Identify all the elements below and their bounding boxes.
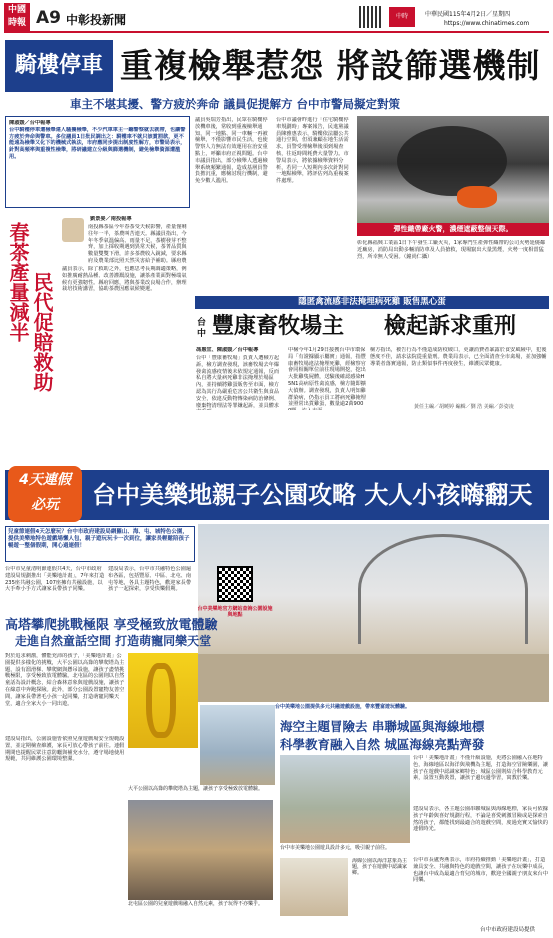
subheadline: 高塔攀爬挑戰極限 享受極致放電體驗 — [5, 618, 218, 633]
article-headline: 檢起訴求重刑 — [384, 314, 517, 339]
vertical-headline: 春茶產量減半 — [6, 222, 30, 342]
tower-photo — [200, 705, 275, 785]
qr-code-icon[interactable] — [217, 566, 253, 602]
article-headline: 豐康畜牧場主 — [212, 314, 345, 339]
article-body: 對於追求刺激，體能充沛的孩子，「美樂地計畫」公園提供多樣化的挑戰，大平公園以高聳的攀爬塔為主題，設有溜滑梯、攀爬網與懸吊設施，讓孩子盡情挑戰極限，享受極致放電體驗。北屯區的公園則以自然童話為設計概念，結合森林意象與遊戲設施，讓孩子在綠意中奔跑探險。此外，部分公園設置寵物友善空間，讓家長帶著毛小孩一起同樂，打造萌寵同樂天堂，適合全家大小一同出遊。 — [5, 653, 125, 707]
photo-credit: 台中市政府建設局提供 — [480, 927, 536, 933]
article-body: 建設局指出，公園設施皆依照兒童遊戲場安全規範設置，並定期檢查維護，家長可放心帶孩子前往。連假期間也提醒民眾注意防曬與補充水分，遵守場地使用規範，共同維護公園環境整潔。 — [5, 736, 125, 763]
photo-caption: 海線公園以海洋意象為主題，孩子在遊戲中認識家鄉。 — [352, 858, 408, 876]
qr-caption: 台中美樂地官方網站查詢公園設施與地點 — [197, 606, 273, 618]
article-body: 台中市長盧秀燕表示，市府持續推動「美樂地計畫」，打造兼具安全、共融與特色的遊戲空間，讓孩子在玩樂中成長，也讓台中成為最適合育兒的城市，歡迎全國親子朋友來台中同樂。 — [413, 857, 548, 884]
article-body: 台中「豐康畜牧場」負責人遭檢方起訴，檢方調查發現，該畜牧場去年爆發禽流感疫情後未依規定通報，反而私自將大量病死雞非法掩埋於場區內，並持續將雞蛋販售至市面，檢方認為其行為嚴重危害公共衛生與食品安全，依違反動物傳染病防治條例、廢棄物清理法等罪嫌起訴，並具體求 — [196, 355, 280, 409]
vertical-headline: 民代促賠救助 — [30, 272, 54, 392]
subheadline-secondary: 科學教育融入自然 城區海線亮點齊發 — [280, 737, 485, 752]
article-body: 南投縣茶區今年春茶受天候影響，產量僅剩往年一半，茶農叫苦連天。縣議員指出，今年冬季氣溫偏高、雨量不足，茶樹發芽不整齊，加上採收期遇到異常天候，茶菁品質與數量雙雙下滑，許多茶農收入銳減，要求縣府及農業部比照天然災害給予補助。縣府農 — [88, 224, 187, 264]
subheadline: 海空主題冒險去 串聯城區與海線地標 — [280, 719, 485, 734]
section-title: 中彰投新聞 — [66, 13, 127, 27]
article-body: 建設局表示，台中市共融特色公園遍布各區，包括豐原、中區、北屯、南屯等地，各具主題特色，歡迎家長帶孩子一起探索，享受快樂假期。 — [108, 566, 192, 593]
feature-headline: 台中美樂地親子公園攻略 大人小孩嗨翻天 — [92, 481, 533, 509]
fire-flame — [457, 186, 497, 208]
photo-caption: 大平公園以高聳的攀爬塔為主題，讓孩子享受極致放電體驗。 — [128, 786, 264, 792]
photo-story-text: 彰化縣福興工業區1日下午發生工廠火災，1家專門生產彈性織帶的公司火勢延燒鄰近廠房，消防局出動多輛消防車及人員搶救，現場竄出大量黑煙，火勢一度相當猛烈，所幸無人受困。（鐘尚仁攝） — [357, 240, 546, 260]
edit-credit: 黃任主編／胡曉婷 編輯／劉 浩 美編／彭姿凌 — [414, 404, 514, 410]
article-body: 台中市兒童清明節連假共4天，台中市政府建設局規劃推出「美樂地計畫」，7年來打造235座共融公園，107座擁有共融設施，以大手牽小手方式讓家長帶孩子同樂。 — [5, 566, 105, 593]
lead-text: 台中騎樓停車遭檢舉違人騷擾檢舉，不少汽車車主一聽警察就去就帶，也讓警方疲於奔命與警車。多位議員1日批民調出之：騎樓車不就只該賞罰款，更不能遠為檢舉又化下的機械式執法，市府應同步提出制度性解方，市警局表示，針對高頻率與重複性檢舉，將研議建立分級與篩選機制，避免檢舉資源遭濫用。 — [9, 126, 186, 160]
article-body: 議員吳瑞芳指出，民眾在騎樓停放機車後，常收到重複檢舉通知，同一地點、同一車輛一再被檢舉，不僅影響市民生活，也使警察人力無法有效運用在治安重點上，呼籲市府正視問題。台中市議員指出，部分檢舉人透過檢舉系統頻繁通報，造成基層員警負擔沉重，應檢討現行機制，避免少數人濫用。 — [195, 117, 268, 185]
holiday-badge: 4天連假 必玩 — [8, 466, 82, 522]
lead-byline: 陳淑媛／台中報導 — [9, 120, 51, 126]
byline: 馮惠宜、陳淑媛／台中報導 — [196, 347, 259, 353]
article-body: 建設局表示，各主題公園串聯城區與海線地標，家長可依據孩子年齡與喜好規劃行程，不論是喜愛刺激冒險或是探索自然的孩子，都能找到最適合的遊戲空間，度過充實又愉快的連假時光。 — [413, 806, 548, 833]
masthead — [4, 3, 549, 33]
article-kicker: 騎樓停車 — [5, 40, 113, 92]
article-headline: 重複檢舉惹怨 將設篩選機制 — [120, 46, 541, 85]
net-structure — [358, 534, 528, 644]
page-number: A9 — [36, 8, 61, 28]
smoke-cloud — [397, 126, 507, 196]
headline-prefix: 台中 — [197, 318, 207, 339]
article-body: 台中「美樂地計畫」不僅升級設施，更將公園融入在地特色，海線地區以海洋與飛機為主題，打造海空冒險樂園，讓孩子在遊戲中認識家鄉特色；城區公園則結合科學教育元素，設置互動裝置，讓孩子邊玩邊學習，寓教於樂。 — [413, 755, 548, 782]
subheadline-secondary: 走進自然童話空間 打造萌寵同樂天堂 — [15, 634, 212, 648]
article-body: 中檢今年1月29日接獲台中市環保局「有證據顯示屬實」通報，指豐康畜牧場違法掩埋死雞，經檢察官會同相關單位前往現場開挖，挖出大批雞隻屍體，送驗後確認感染H5N1高病原性禽流感，檢方隨即擴大偵辦。調查發現，負責人明知雞群染病，仍指示員工將病死雞掩埋並照常出貨雞蛋，數量逾2萬900 — [288, 347, 366, 408]
feature-intro: 兒童節連假4天怎麼玩？台中市政府建設局網羅山、海、屯、城特色公園，提供美樂地特色遊戲場懶人包，親子遊玩玩卡一次到位，讓家長輕鬆陪孩子暢遊一整個假期，開心過連假！ — [5, 526, 195, 562]
photo-caption: 台中美樂地公園提供多元共融遊戲設施，帶來豐富遊玩體驗。 — [275, 704, 411, 710]
article-body: 議員表示，除了救助之外，也應思考長期調適策略，例如推廣耐熱品種、改善灌溉設施，讓茶產業面對極端氣候有更強韌性。縣府回應，將與茶業改良場合作，辦理栽培技術講習，協助茶農因應氣候變遷。 — [62, 266, 187, 293]
byline: 劉景晏／南投報導 — [90, 216, 132, 222]
article-body: 台中市議會昨進行「住宅騎樓停車規劃時」專案報告，民進黨議員陳雅惠表示，騎樓依法屬公共通行空間，但須兼顧在地生活需求。員警受理檢舉後須到場查核，往返時間耗費大量警力。市警局表示，將依據檢舉資料分析，若同一人短期內多次針對同一地點檢舉，將評估列為重複案件處理。 — [276, 117, 349, 185]
playground-ground — [198, 654, 549, 702]
children-photo — [280, 755, 410, 843]
author-avatar — [62, 218, 84, 242]
photo-caption: 台中市美樂地公園遊具設計多元，吸引親子前往。 — [280, 845, 391, 851]
qr-code-icon — [359, 6, 381, 28]
article-banner: 隱匿禽流感非法掩埋病死雞 販售黑心蛋 — [195, 296, 549, 309]
photo-caption: 北屯區公園的兒童遊戲場融入自然元素，孩子玩得不亦樂乎。 — [128, 901, 264, 907]
lead-box — [5, 116, 190, 208]
article-body: 檢方指出，被告行為不僅造成防疫破口，更讓消費者暴露於食安風險中，犯後態度不佳，請求法院從重量刑。農業局表示，已全面清查全市禽場，並加強輔導業者落實通報，防止類似事件再度發生，維護民眾健康。 — [370, 347, 547, 367]
brand-logo: 中時 — [389, 7, 415, 27]
slide-photo — [128, 653, 198, 748]
slide-tube — [146, 663, 176, 738]
ceremony-photo — [128, 800, 273, 900]
dome-photo — [280, 858, 348, 916]
newspaper-logo: 中國 時報 — [4, 3, 30, 31]
photo-caption: 彈性織帶廠火警，濃煙遮蔽整個天際。 — [357, 223, 549, 236]
issue-date: 中華民國115年4月2日／星期四 — [425, 11, 511, 18]
website-link[interactable]: https://www.chinatimes.com — [444, 20, 530, 27]
article-subtitle: 車主不堪其擾、警方疲於奔命 議員促提解方 台中市警局擬定對策 — [70, 97, 401, 111]
fire-photo — [357, 116, 549, 236]
